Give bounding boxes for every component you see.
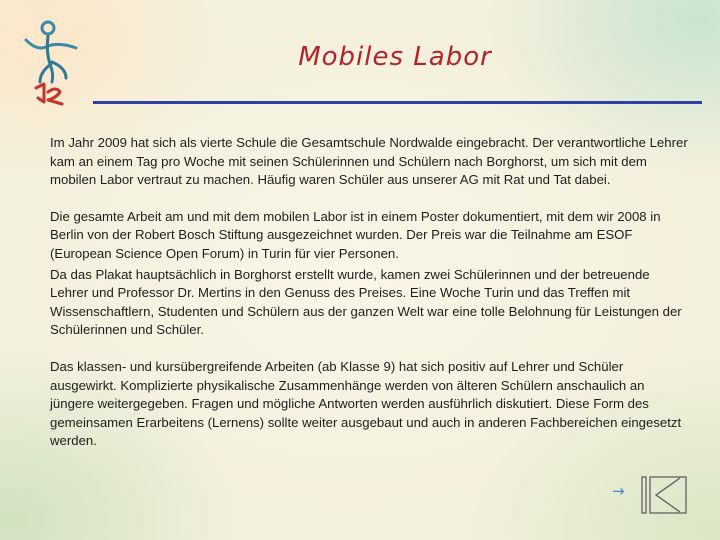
last-slide-icon[interactable]	[640, 476, 688, 514]
paragraph-4: Das klassen- und kursübergreifende Arbeiten (ab Klasse 9) hat sich positiv auf Lehrer und Schüler ausgewirkt. Komplizierte physikalische Zusammenhänge werden von älteren Schülern anschaulich an jüngere weitergegeben. Fragen und mögliche Antworten werden ausführlich diskutiert. Diese Form des gemeinsamen Erarbeitens (Lernens) sollte weiter ausgebaut und auch in anderen Fachbereichen eingesetzt werden.	[50, 358, 682, 449]
slide-body	[50, 134, 690, 451]
slide-title: Mobiles Labor	[298, 42, 492, 72]
paragraph-1: Im Jahr 2009 hat sich als vierte Schule die Gesamtschule Nordwalde eingebracht. Der verantwortliche Lehrer kam an einem Tag pro Woche mit seinen Schülerinnen und Schülern nach Borghorst, um sich mit dem mobilen Labor vertraut zu machen. Häufig waren Schüler aus unserer AG mit Rat und Tat dabei.	[50, 135, 688, 188]
title-divider	[93, 101, 702, 104]
arrow-right-icon[interactable]: →	[612, 482, 625, 500]
paragraph-2: Die gesamte Arbeit am und mit dem mobilen Labor ist in einem Poster dokumentiert, mit dem wir 2008 in Berlin von der Robert Bosch Stiftung ausgezeichnet wurden. Der Preis war die Teilnahme am ESOF (European Science Open Forum) in Turin für vier Personen.	[50, 208, 661, 261]
paragraph-3: Da das Plakat hauptsächlich in Borghorst erstellt wurde, kamen zwei Schülerinnen und der betreuende Lehrer und Professor Dr. Mertins in den Genuss des Preises. Eine Woche Turin und das Treffen mit Wissenschaftlern, Studenten und Schülern aus der ganzen Welt war eine tolle Belohnung für Leistungen der Schülerinnen und Schüler.	[50, 266, 682, 338]
